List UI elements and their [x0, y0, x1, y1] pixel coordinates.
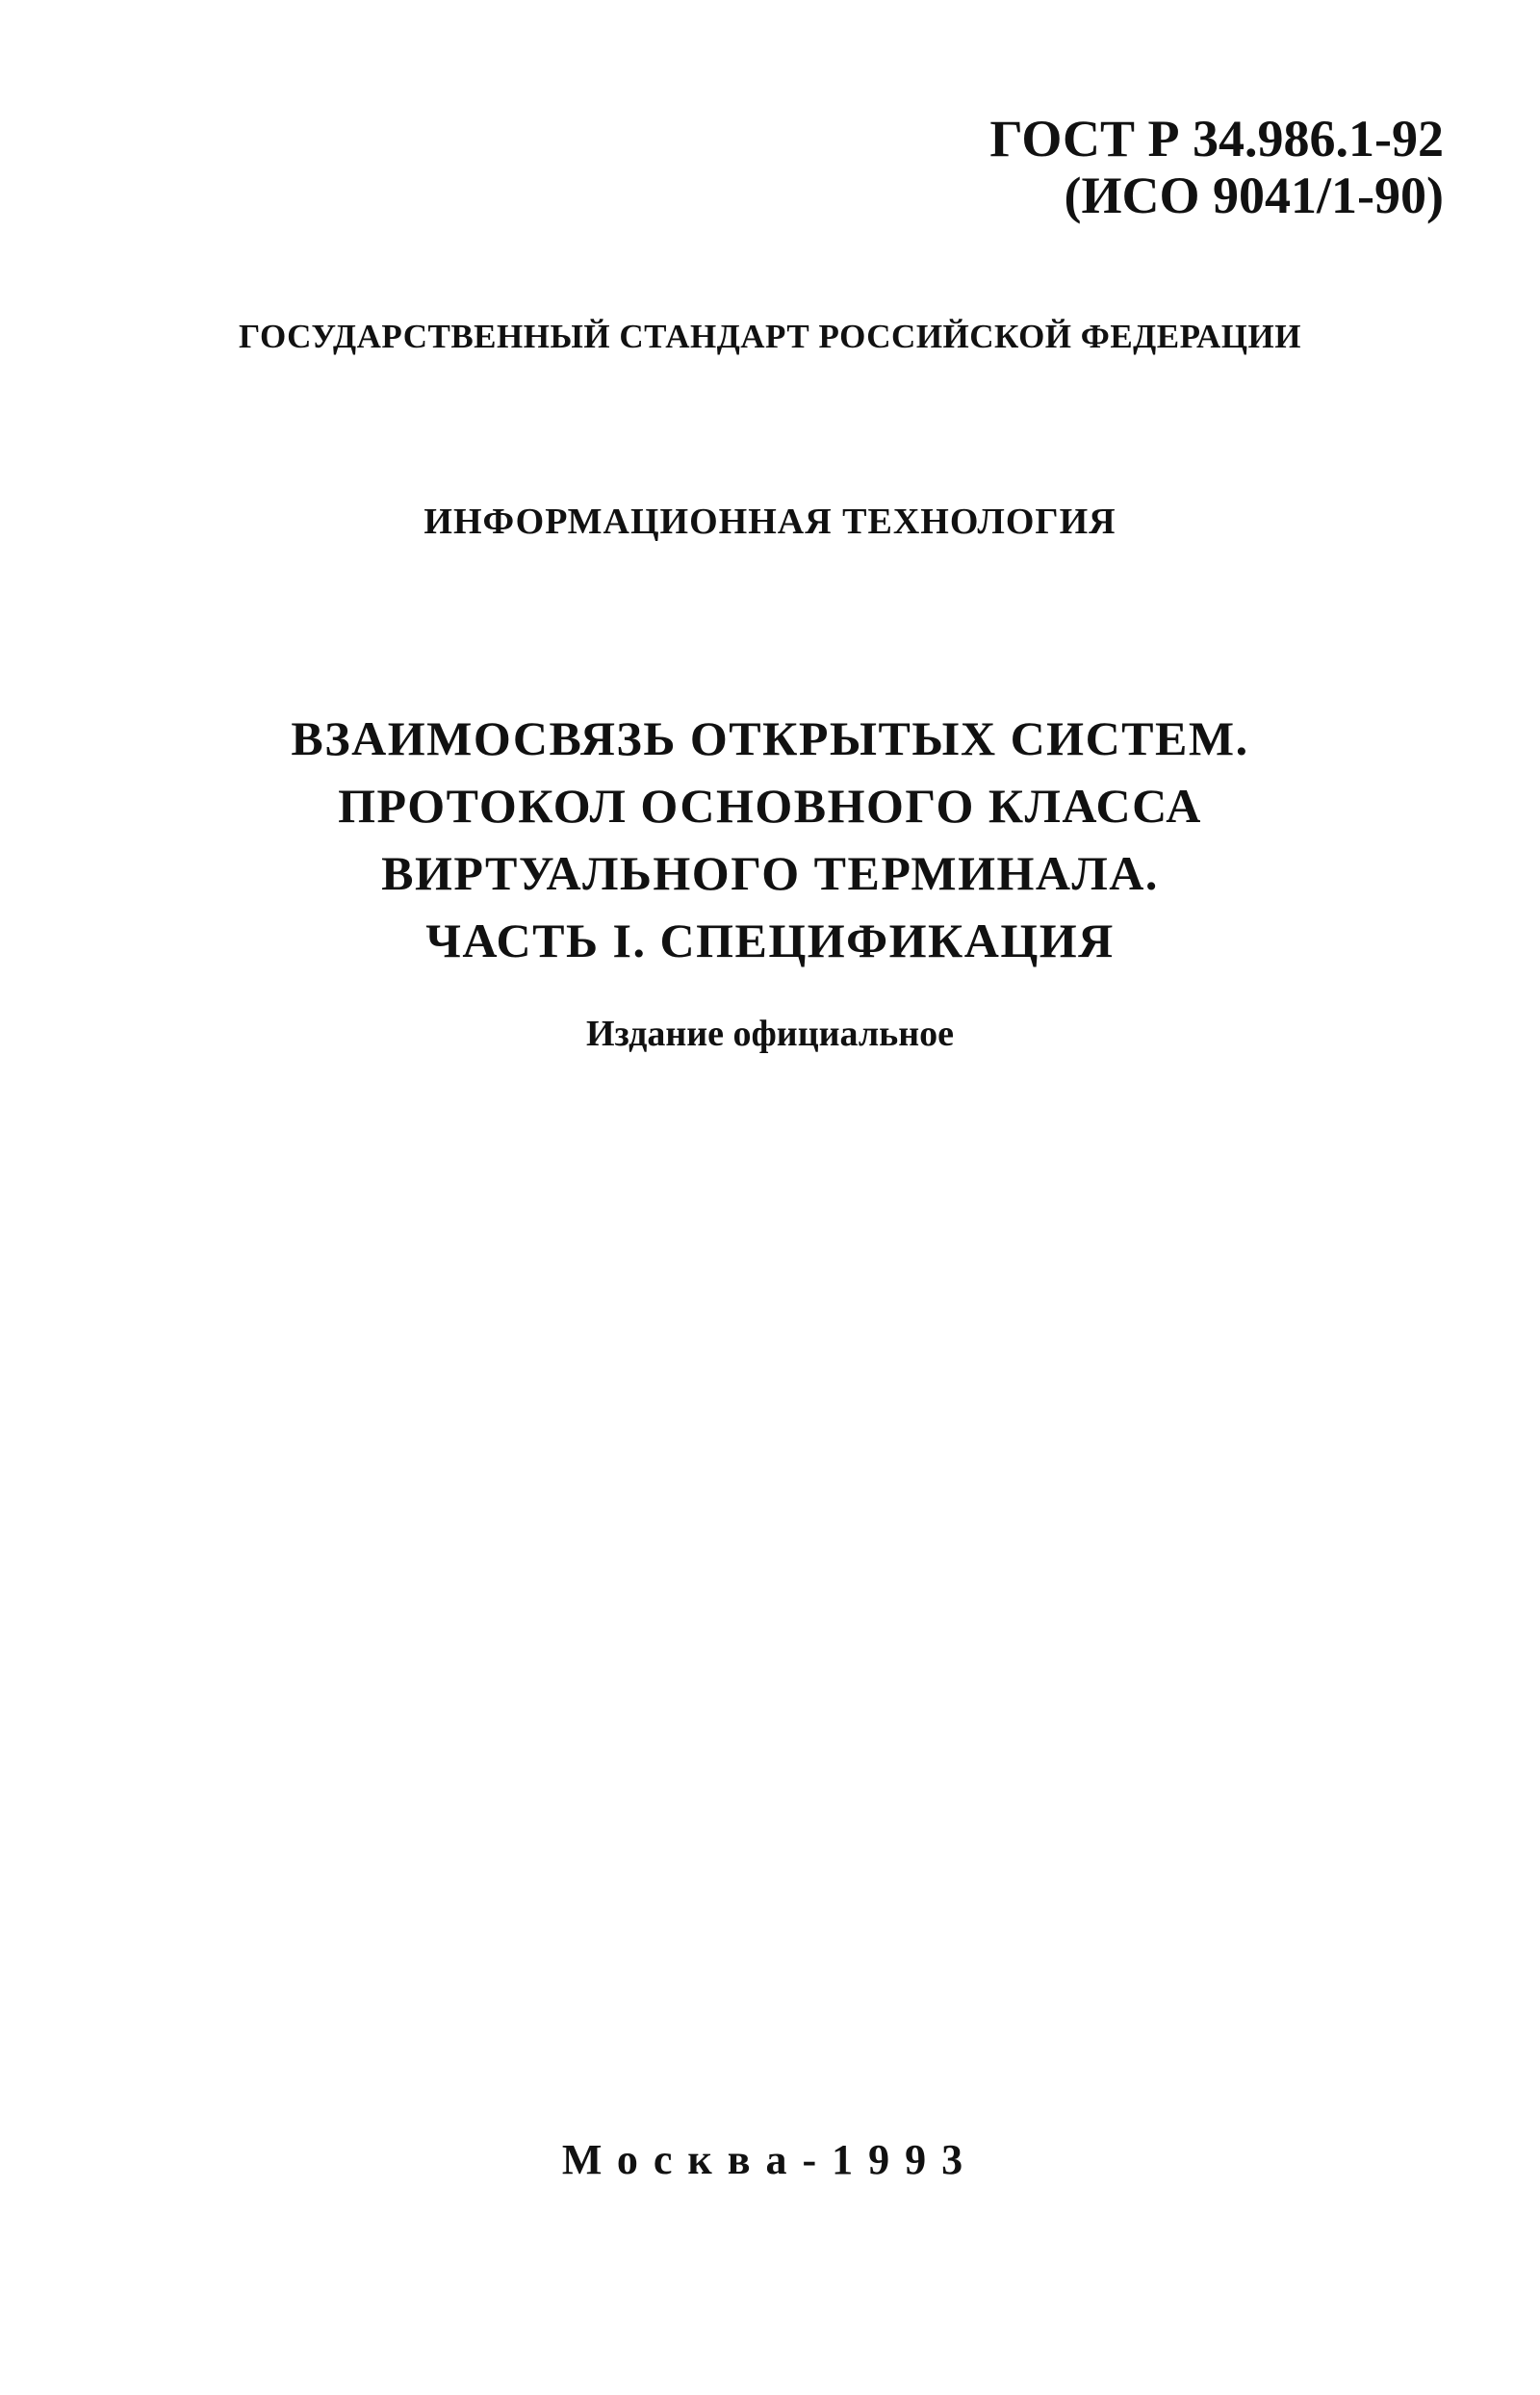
title-line: ПРОТОКОЛ ОСНОВНОГО КЛАССА	[338, 779, 1202, 833]
title-line: ЧАСТЬ I. СПЕЦИФИКАЦИЯ	[425, 914, 1115, 967]
standard-number: ГОСТ Р 34.986.1-92	[989, 110, 1444, 167]
city-year: Москва-1993	[561, 2136, 979, 2183]
standard-designation	[989, 111, 1444, 225]
title-line: ВИРТУАЛЬНОГО ТЕРМИНАЛА.	[381, 846, 1159, 900]
edition-note: Издание официальное	[585, 1014, 954, 1054]
title-line: ВЗАИМОСВЯЗЬ ОТКРЫТЫХ СИСТЕМ.	[291, 711, 1249, 765]
state-standard-heading: ГОСУДАРСТВЕННЫЙ СТАНДАРТ РОССИЙСКОЙ ФЕДЕРАЦИИ	[239, 318, 1301, 355]
document-title	[0, 705, 1540, 974]
iso-equivalent: (ИСО 9041/1-90)	[1064, 167, 1444, 225]
field-heading: ИНФОРМАЦИОННАЯ ТЕХНОЛОГИЯ	[424, 502, 1116, 542]
